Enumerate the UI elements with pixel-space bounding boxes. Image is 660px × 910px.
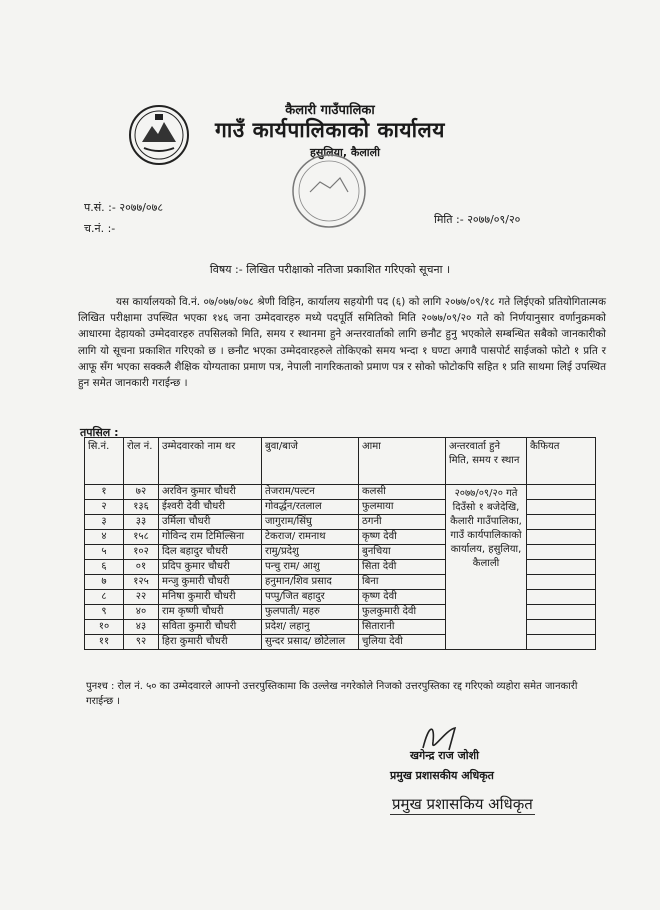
- cell-roll: २२: [124, 590, 159, 605]
- cell-father: सुन्दर प्रसाद/ छोटेलाल: [262, 635, 359, 650]
- cell-name: ईश्वरी देवी चौधरी: [159, 500, 262, 515]
- cell-mother: फुलमाया: [359, 500, 446, 515]
- cell-name: मन्जु कुमारी चौधरी: [159, 575, 262, 590]
- cell-mother: बिना: [359, 575, 446, 590]
- cell-name: राम कृष्णी चौधरी: [159, 605, 262, 620]
- cell-remarks: [527, 485, 596, 500]
- cell-roll: १०२: [124, 545, 159, 560]
- cell-mother: सिता देवी: [359, 560, 446, 575]
- cell-roll: ७२: [124, 485, 159, 500]
- cell-name: मनिषा कुमारी चौधरी: [159, 590, 262, 605]
- cell-serial: १: [85, 485, 124, 500]
- cell-name: हिरा कुमारी चौधरी: [159, 635, 262, 650]
- cell-father: रामु/प्रदेशु: [262, 545, 359, 560]
- cell-mother: कृष्ण देवी: [359, 530, 446, 545]
- cell-roll: ४३: [124, 620, 159, 635]
- cell-mother: चुलिया देवी: [359, 635, 446, 650]
- cell-serial: ५: [85, 545, 124, 560]
- cell-serial: ११: [85, 635, 124, 650]
- designation-stamp: प्रमुख प्रशासकिय अधिकृत: [392, 795, 533, 813]
- header-remarks: कैफियत: [527, 438, 596, 485]
- cell-remarks: [527, 530, 596, 545]
- cell-remarks: [527, 605, 596, 620]
- signatory-title: प्रमुख प्रशासकीय अधिकृत: [390, 769, 494, 782]
- cell-remarks: [527, 635, 596, 650]
- notice-subject: विषय :- लिखित परीक्षाको नतिजा प्रकाशित गरिएको सूचना ।: [209, 263, 451, 276]
- cell-mother: फुलकुमारी देवी: [359, 605, 446, 620]
- cell-father: पप्पु/जित बहादुर: [262, 590, 359, 605]
- cell-serial: ४: [85, 530, 124, 545]
- cell-roll: ०१: [124, 560, 159, 575]
- cell-name: प्रदिप कुमार चौधरी: [159, 560, 262, 575]
- cell-remarks: [527, 560, 596, 575]
- cell-mother: कलसी: [359, 485, 446, 500]
- reference-number: प.सं. :- २०७७/०७८: [84, 201, 164, 214]
- cell-name: सविता कुमारी चौधरी: [159, 620, 262, 635]
- cell-serial: १०: [85, 620, 124, 635]
- cell-name: अरविन कुमार चौधरी: [159, 485, 262, 500]
- table-header-row: [85, 438, 596, 485]
- cell-remarks: [527, 515, 596, 530]
- header-roll: रोल नं.: [124, 438, 159, 485]
- postscript-note: पुनश्च : रोल नं. ५० का उम्मेदवारले आफ्नो उत्तरपुस्तिकामा कि उल्लेख नगरेकोले निजको उत्तरपुस्तिका रद्द गरिएको व्यहोरा समेत जानकारी गराईन्छ ।: [86, 681, 578, 707]
- cell-remarks: [527, 545, 596, 560]
- office-name: गाउँ कार्यपालिकाको कार्यालय: [215, 118, 445, 142]
- office-stamp-icon: [290, 152, 368, 230]
- office-address: हसुलिया, कैलाली: [310, 146, 380, 159]
- cell-remarks: [527, 500, 596, 515]
- dispatch-number: च.नं. :-: [84, 222, 116, 235]
- cell-roll: १५८: [124, 530, 159, 545]
- cell-serial: ६: [85, 560, 124, 575]
- header-schedule: अन्तरवार्ता हुने मिति, समय र स्थान: [446, 438, 527, 485]
- cell-mother: बुनचिया: [359, 545, 446, 560]
- cell-name: गोविन्द राम टिमिल्सिना: [159, 530, 262, 545]
- cell-remarks: [527, 575, 596, 590]
- cell-roll: ४०: [124, 605, 159, 620]
- details-label: तपसिल :: [80, 426, 119, 439]
- candidate-table: [84, 437, 596, 650]
- cell-serial: २: [85, 500, 124, 515]
- cell-remarks: [527, 620, 596, 635]
- cell-father: प्रदेश/ लहानु: [262, 620, 359, 635]
- cell-roll: १२५: [124, 575, 159, 590]
- cell-father: हनुमान/शिव प्रसाद: [262, 575, 359, 590]
- cell-roll: ९२: [124, 635, 159, 650]
- cell-mother: ठगनी: [359, 515, 446, 530]
- table-row: [85, 485, 596, 500]
- signatory-name: खगेन्द्र राज जोशी: [410, 749, 479, 762]
- cell-father: तेजराम/पल्टन: [262, 485, 359, 500]
- cell-roll: १३६: [124, 500, 159, 515]
- cell-father: जागुराम/सिंघु: [262, 515, 359, 530]
- cell-father: पन्चु राम/ आशु: [262, 560, 359, 575]
- cell-schedule: २०७७/०९/२० गते दिउँसो १ बजेदेखि, कैलारी गाउँपालिका, गाउँ कार्यपालिकाको कार्यालय, हसुलिया, कैलाली: [446, 485, 527, 650]
- municipality-name: कैलारी गाउँपालिका: [285, 103, 375, 118]
- cell-father: फुलपाती/ महरु: [262, 605, 359, 620]
- notice-date: मिति :- २०७७/०९/२०: [434, 213, 521, 226]
- cell-serial: ७: [85, 575, 124, 590]
- header-name: उम्मेदवारको नाम थर: [159, 438, 262, 485]
- cell-name: उर्मिला चौधरी: [159, 515, 262, 530]
- header-father: बुवा/बाजे: [262, 438, 359, 485]
- cell-mother: कृष्ण देवी: [359, 590, 446, 605]
- cell-name: दिल बहादुर चौधरी: [159, 545, 262, 560]
- notice-body: यस कार्यालयको वि.नं. ०७/०७७/०७८ श्रेणी विहिन, कार्यालय सहयोगी पद (६) को लागि २०७७/०९/१८ गते लिईएको प्रतियोगितात्मक लिखित परीक्षामा उपस्थित भएका १४६ जना उम्मेदवारहरु मध्ये पदपूर्ति समितिको मिति २०७७/०९/२० गते को निर्णयानुसार वर्णानुक्रमको आधारमा देहायको उम्मेदवारहरु तपसिलको मिति, समय र स्थानमा हुने अन्तरवार्ताको लागि छनौट हुनु भएकोले सम्बन्धित सबैको जानकारीको लागि यो सूचना प्रकाशित गरिएको छ । छनौट भएका उम्मेदवारहरुले तोकिएको समय भन्दा १ घण्टा अगावै पासपोर्ट साईजको फोटो १ प्रति र आफू सँग भएका सक्कलै शैक्षिक योग्यताका प्रमाण पत्र, नेपाली नागरिकताको प्रमाण पत्र र सोको फोटोकपि सहित १ प्रति साथमा लिई उपस्थित हुन समेत जानकारी गराईन्छ ।: [78, 296, 606, 390]
- header-serial: सि.नं.: [85, 438, 124, 485]
- cell-serial: ३: [85, 515, 124, 530]
- cell-father: टेकराज/ रामनाथ: [262, 530, 359, 545]
- cell-roll: ३३: [124, 515, 159, 530]
- cell-remarks: [527, 590, 596, 605]
- cell-serial: ८: [85, 590, 124, 605]
- cell-father: गोवर्द्धन/रतलाल: [262, 500, 359, 515]
- cell-mother: सितारानी: [359, 620, 446, 635]
- cell-serial: ९: [85, 605, 124, 620]
- header-mother: आमा: [359, 438, 446, 485]
